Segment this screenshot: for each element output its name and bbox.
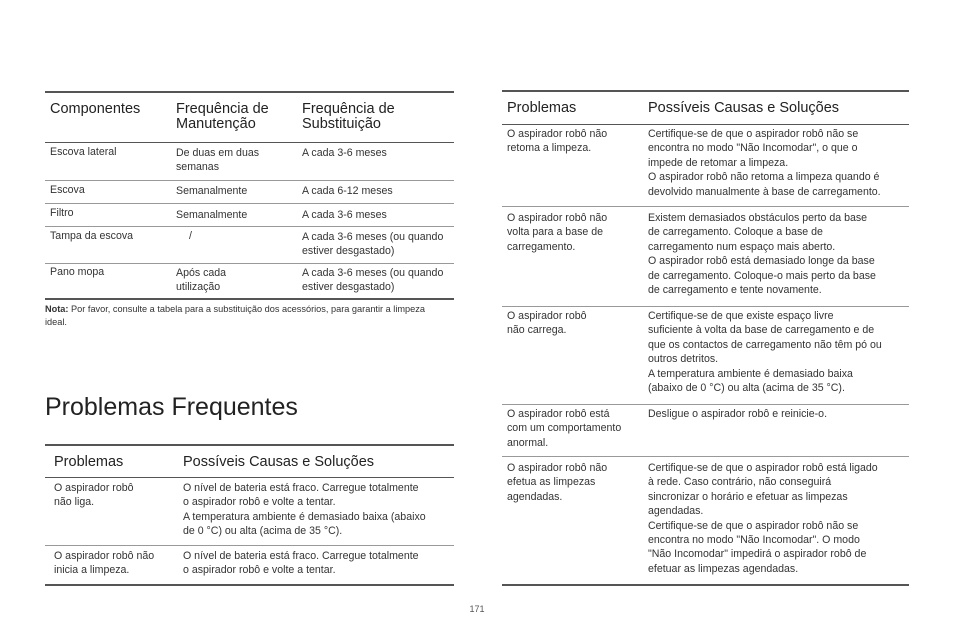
- header-problemas: Problemas: [507, 100, 577, 116]
- cell-replacement: A cada 3-6 meses: [302, 209, 387, 221]
- cell-maintenance: Semanalmente: [176, 209, 248, 221]
- table-row: [45, 181, 454, 204]
- cell-replacement: A cada 3-6 meses: [302, 147, 387, 159]
- table-row: [45, 204, 454, 227]
- header-componentes: Componentes: [50, 101, 141, 117]
- cell-problem: O aspirador robô não volta para a base de carregamento.: [507, 212, 608, 253]
- header-problemas: Problemas: [54, 454, 124, 470]
- cell-solution: Certifique-se de que existe espaço livre suficiente à volta da base de carregamento e de que os contactos de carregamento não têm pó ou outros detritos. A temperatura ambiente é demasiado baixa (abaixo de 0 °C) ou alta (acima de 35 °C).: [648, 310, 882, 395]
- table-row: [45, 546, 454, 586]
- table-row: [45, 227, 454, 264]
- cell-replacement: A cada 3-6 meses (ou quando estiver desgastado): [302, 231, 444, 258]
- table-row: [502, 125, 909, 207]
- table-row: [45, 143, 454, 181]
- table-row: [502, 457, 909, 586]
- table-row: [502, 207, 909, 307]
- cell-problem: O aspirador robô não inicia a limpeza.: [54, 550, 155, 577]
- right-problems-header: [502, 92, 909, 125]
- cell-solution: Desligue o aspirador robô e reinicie-o.: [648, 408, 828, 420]
- table-row: [502, 307, 909, 405]
- cell-solution: O nível de bateria está fraco. Carregue totalmente o aspirador robô e volte a tentar. A temperatura ambiente é demasiado baixa (abaixo de 0 °C) ou alta (acima de 35 °C).: [183, 482, 426, 538]
- cell-problem: O aspirador robô não carrega.: [507, 310, 587, 337]
- note: [45, 303, 445, 329]
- cell-problem: O aspirador robô não retoma a limpeza.: [507, 128, 608, 155]
- cell-component: Filtro: [50, 207, 74, 219]
- cell-component: Tampa da escova: [50, 230, 134, 242]
- table-row: [45, 478, 454, 546]
- cell-maintenance: Semanalmente: [176, 185, 248, 197]
- cell-component: Escova: [50, 184, 85, 196]
- cell-solution: Certifique-se de que o aspirador robô não se encontra no modo "Não Incomodar", o que o impede de retomar a limpeza. O aspirador robô não retoma a limpeza quando é devolvido manualmente à base de carregamento.: [648, 128, 881, 198]
- page-number: 171: [469, 604, 485, 614]
- section-title: Problemas Frequentes: [45, 393, 298, 421]
- note-text: Por favor, consulte a tabela para a substituição dos acessórios, para garantir a limpeza ideal.: [45, 304, 425, 327]
- left-problems-table: [45, 444, 454, 586]
- cell-maintenance: /: [189, 230, 192, 242]
- header-causas-solucoes: Possíveis Causas e Soluções: [183, 454, 375, 470]
- cell-maintenance: Após cada utilização: [176, 267, 227, 294]
- cell-problem: O aspirador robô está com um comportamento anormal.: [507, 408, 622, 449]
- right-problems-table: [502, 90, 909, 587]
- note-label: Nota:: [45, 304, 69, 314]
- cell-solution: O nível de bateria está fraco. Carregue totalmente o aspirador robô e volte a tentar.: [183, 550, 419, 577]
- cell-problem: O aspirador robô não efetua as limpezas agendadas.: [507, 462, 608, 503]
- cell-replacement: A cada 3-6 meses (ou quando estiver desgastado): [302, 267, 444, 294]
- header-frequencia-substituicao: Frequência de Substituição: [302, 101, 395, 132]
- cell-component: Escova lateral: [50, 146, 117, 158]
- cell-solution: Certifique-se de que o aspirador robô está ligado à rede. Caso contrário, não conseguirá sincronizar o horário e efetuar as limpezas agendadas. Certifique-se de que o aspirador robô não se encontra no modo "Não Incomodar". O modo "Não Incomodar" impedirá o aspirador robô de efetuar as limpezas agendadas.: [648, 462, 878, 575]
- cell-replacement: A cada 6-12 meses: [302, 185, 393, 197]
- table-row: [45, 264, 454, 300]
- header-frequencia-manutencao: Frequência de Manutenção: [176, 101, 269, 132]
- maintenance-table: [45, 91, 454, 300]
- header-causas-solucoes: Possíveis Causas e Soluções: [648, 100, 840, 116]
- left-problems-header: [45, 446, 454, 478]
- maintenance-table-header: [45, 93, 454, 143]
- table-row: [502, 405, 909, 457]
- cell-problem: O aspirador robô não liga.: [54, 482, 134, 509]
- cell-maintenance: De duas em duas semanas: [176, 147, 260, 174]
- cell-component: Pano mopa: [50, 266, 105, 278]
- cell-solution: Existem demasiados obstáculos perto da base de carregamento. Coloque a base de carregamento num espaço mais aberto. O aspirador robô está demasiado longe da base de carregamento. Coloque-o mais perto da base de carregamento e tente novamente.: [648, 212, 876, 297]
